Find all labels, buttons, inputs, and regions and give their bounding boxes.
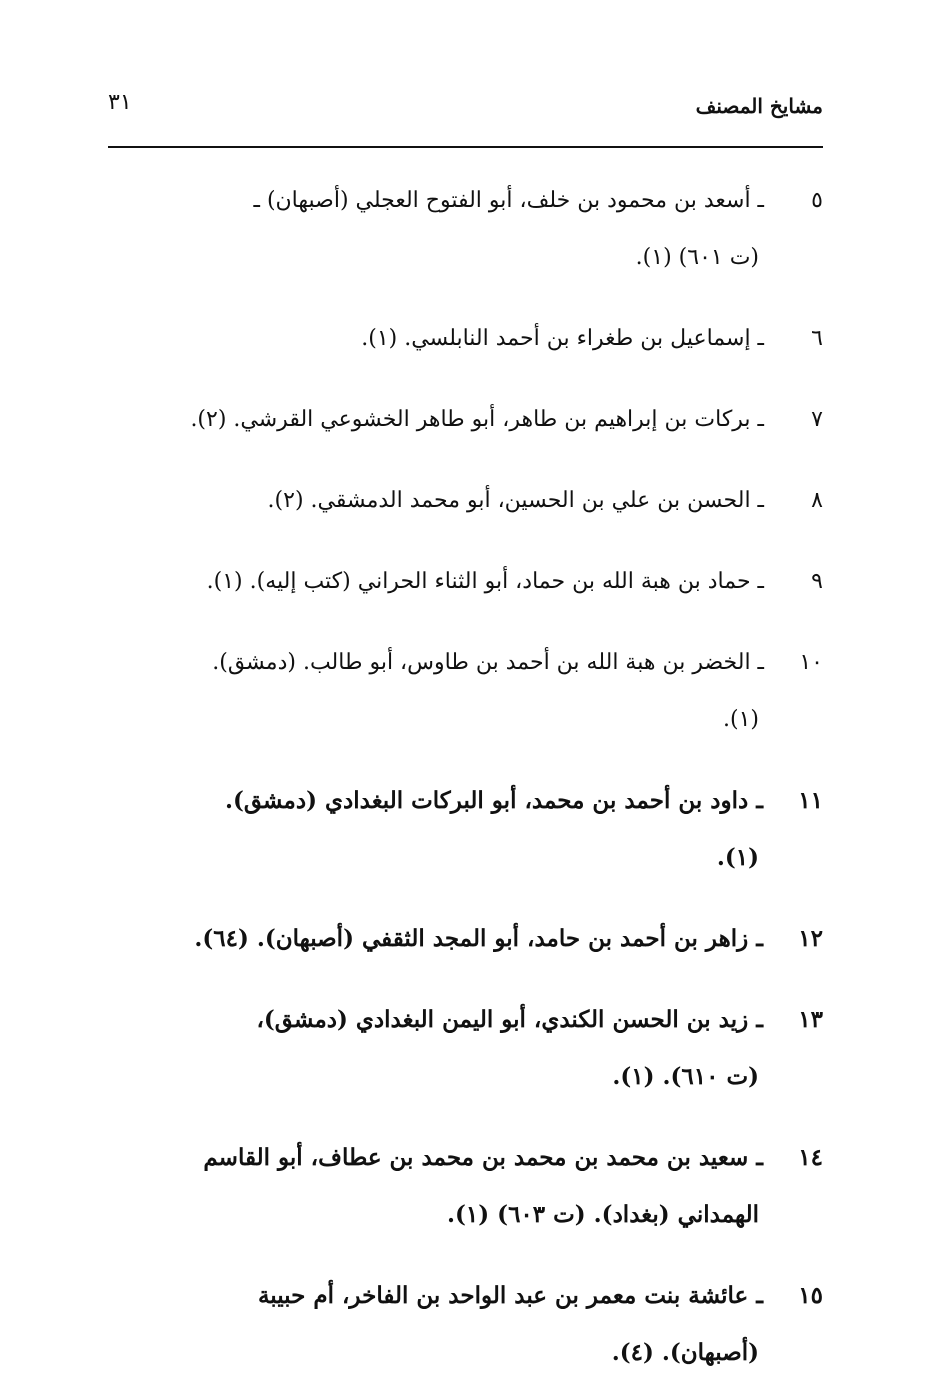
entry-number: ١٤ — [798, 1144, 823, 1171]
entry-number: ٧ — [811, 407, 823, 432]
entry-text: ـ أسعد بن محمود بن خلف، أبو الفتوح العجلي (أصبهان) ـ — [253, 188, 764, 213]
entry-15 — [108, 1267, 823, 1381]
entry-list — [108, 172, 823, 1381]
entry-continuation: (١). — [716, 844, 759, 871]
entry-text: ـ داود بن أحمد بن محمد، أبو البركات البغدادي (دمشق). — [224, 787, 763, 814]
entry-14 — [108, 1129, 823, 1243]
entry-number: ١٣ — [798, 1006, 823, 1033]
entry-number: ١٥ — [798, 1282, 823, 1309]
entry-12 — [108, 910, 823, 967]
entry-text: ـ زاهر بن أحمد بن حامد، أبو المجد الثقفي (أصبهان). (٦٤). — [194, 925, 763, 952]
entry-6 — [108, 310, 823, 367]
entry-text: ـ بركات بن إبراهيم بن طاهر، أبو طاهر الخشوعي القرشي. (٢). — [190, 407, 764, 432]
running-title: مشايخ المصنف — [695, 94, 823, 118]
entry-text: ـ عائشة بنت معمر بن عبد الواحد بن الفاخر، أم حبيبة — [257, 1282, 763, 1309]
entry-continuation: (ت ٦١٠). (١). — [612, 1063, 759, 1090]
entry-number: ١٢ — [798, 925, 823, 952]
entry-9 — [108, 553, 823, 610]
entry-continuation: (أصبهان). (٤). — [611, 1339, 759, 1366]
entry-continuation: (١). — [723, 707, 759, 732]
entry-10 — [108, 634, 823, 748]
entry-text: ـ الحسن بن علي بن الحسين، أبو محمد الدمشقي. (٢). — [267, 488, 764, 513]
header-rule — [108, 146, 823, 148]
entry-continuation: الهمداني (بغداد). (ت ٦٠٣) (١). — [447, 1201, 759, 1228]
entry-number: ١١ — [798, 787, 823, 814]
entry-11 — [108, 772, 823, 886]
entry-number: ٨ — [811, 488, 823, 513]
entry-text: ـ الخضر بن هبة الله بن أحمد بن طاوس، أبو طالب. (دمشق). — [212, 650, 764, 675]
entry-13 — [108, 991, 823, 1105]
entry-text: ـ حماد بن هبة الله بن حماد، أبو الثناء الحراني (كتب إليه). (١). — [206, 569, 764, 594]
entry-number: ٦ — [811, 326, 823, 351]
entry-5 — [108, 172, 823, 286]
entry-8 — [108, 472, 823, 529]
entry-number: ٥ — [811, 188, 823, 213]
page-number: ٣١ — [108, 90, 132, 115]
page-header — [108, 88, 823, 128]
entry-text: ـ سعيد بن محمد بن محمد بن محمد بن عطاف، أبو القاسم — [203, 1144, 763, 1171]
entry-text: ـ إسماعيل بن طغراء بن أحمد النابلسي. (١). — [361, 326, 764, 351]
entry-text: ـ زيد بن الحسن الكندي، أبو اليمن البغدادي (دمشق)، — [256, 1006, 763, 1033]
entry-7 — [108, 391, 823, 448]
entry-number: ١٠ — [799, 650, 823, 675]
entry-number: ٩ — [811, 569, 823, 594]
entry-continuation: (ت ٦٠١) (١). — [635, 245, 759, 270]
